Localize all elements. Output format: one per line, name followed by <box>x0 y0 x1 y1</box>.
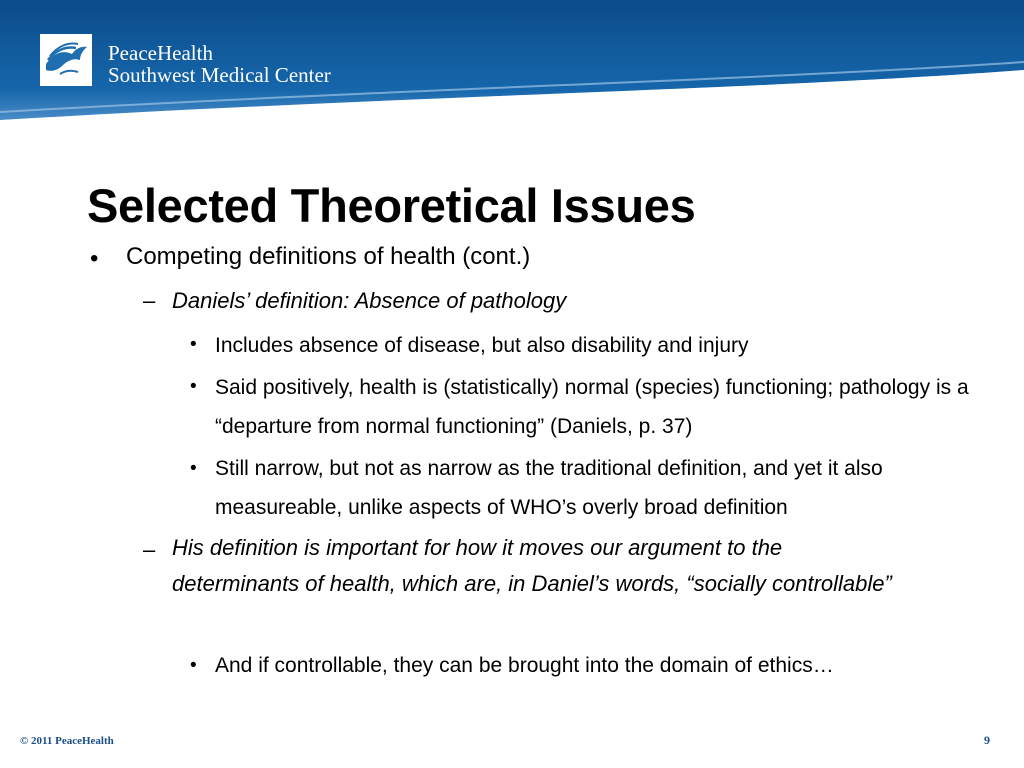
bullet-marker: • <box>190 458 197 479</box>
slide-title: Selected Theoretical Issues <box>87 179 696 232</box>
bullet-marker: • <box>190 376 197 397</box>
copyright-notice: © 2011 PeaceHealth <box>20 735 114 747</box>
bullet-marker: • <box>90 245 99 272</box>
brand-line-2: Southwest Medical Center <box>108 63 331 87</box>
brand-line-1: PeaceHealth <box>108 41 213 65</box>
page-number: 9 <box>984 733 990 747</box>
bullet-level-3: Includes absence of disease, but also disability and injury <box>215 334 749 357</box>
bullet-level-1: Competing definitions of health (cont.) <box>126 243 531 270</box>
dash-marker: – <box>143 288 156 313</box>
bullet-level-3: And if controllable, they can be brought into the domain of ethics… <box>215 654 834 677</box>
bullet-marker: • <box>190 655 197 676</box>
bullet-level-3: Said positively, health is (statistically) normal (species) functioning; pathology is a “departure from normal functioning” (Daniels, p. 37) <box>215 376 969 438</box>
bullet-level-2: Daniels’ definition: Absence of pathology <box>172 288 567 313</box>
bullet-level-3: Still narrow, but not as narrow as the traditional definition, and yet it also measureable, unlike aspects of WHO’s overly broad definition <box>215 457 883 519</box>
bullet-marker: • <box>190 334 197 355</box>
dash-marker: – <box>143 537 156 562</box>
bullet-level-2: His definition is important for how it moves our argument to the determinants of health, which are, in Daniel’s words, “socially controllable” <box>172 535 892 596</box>
